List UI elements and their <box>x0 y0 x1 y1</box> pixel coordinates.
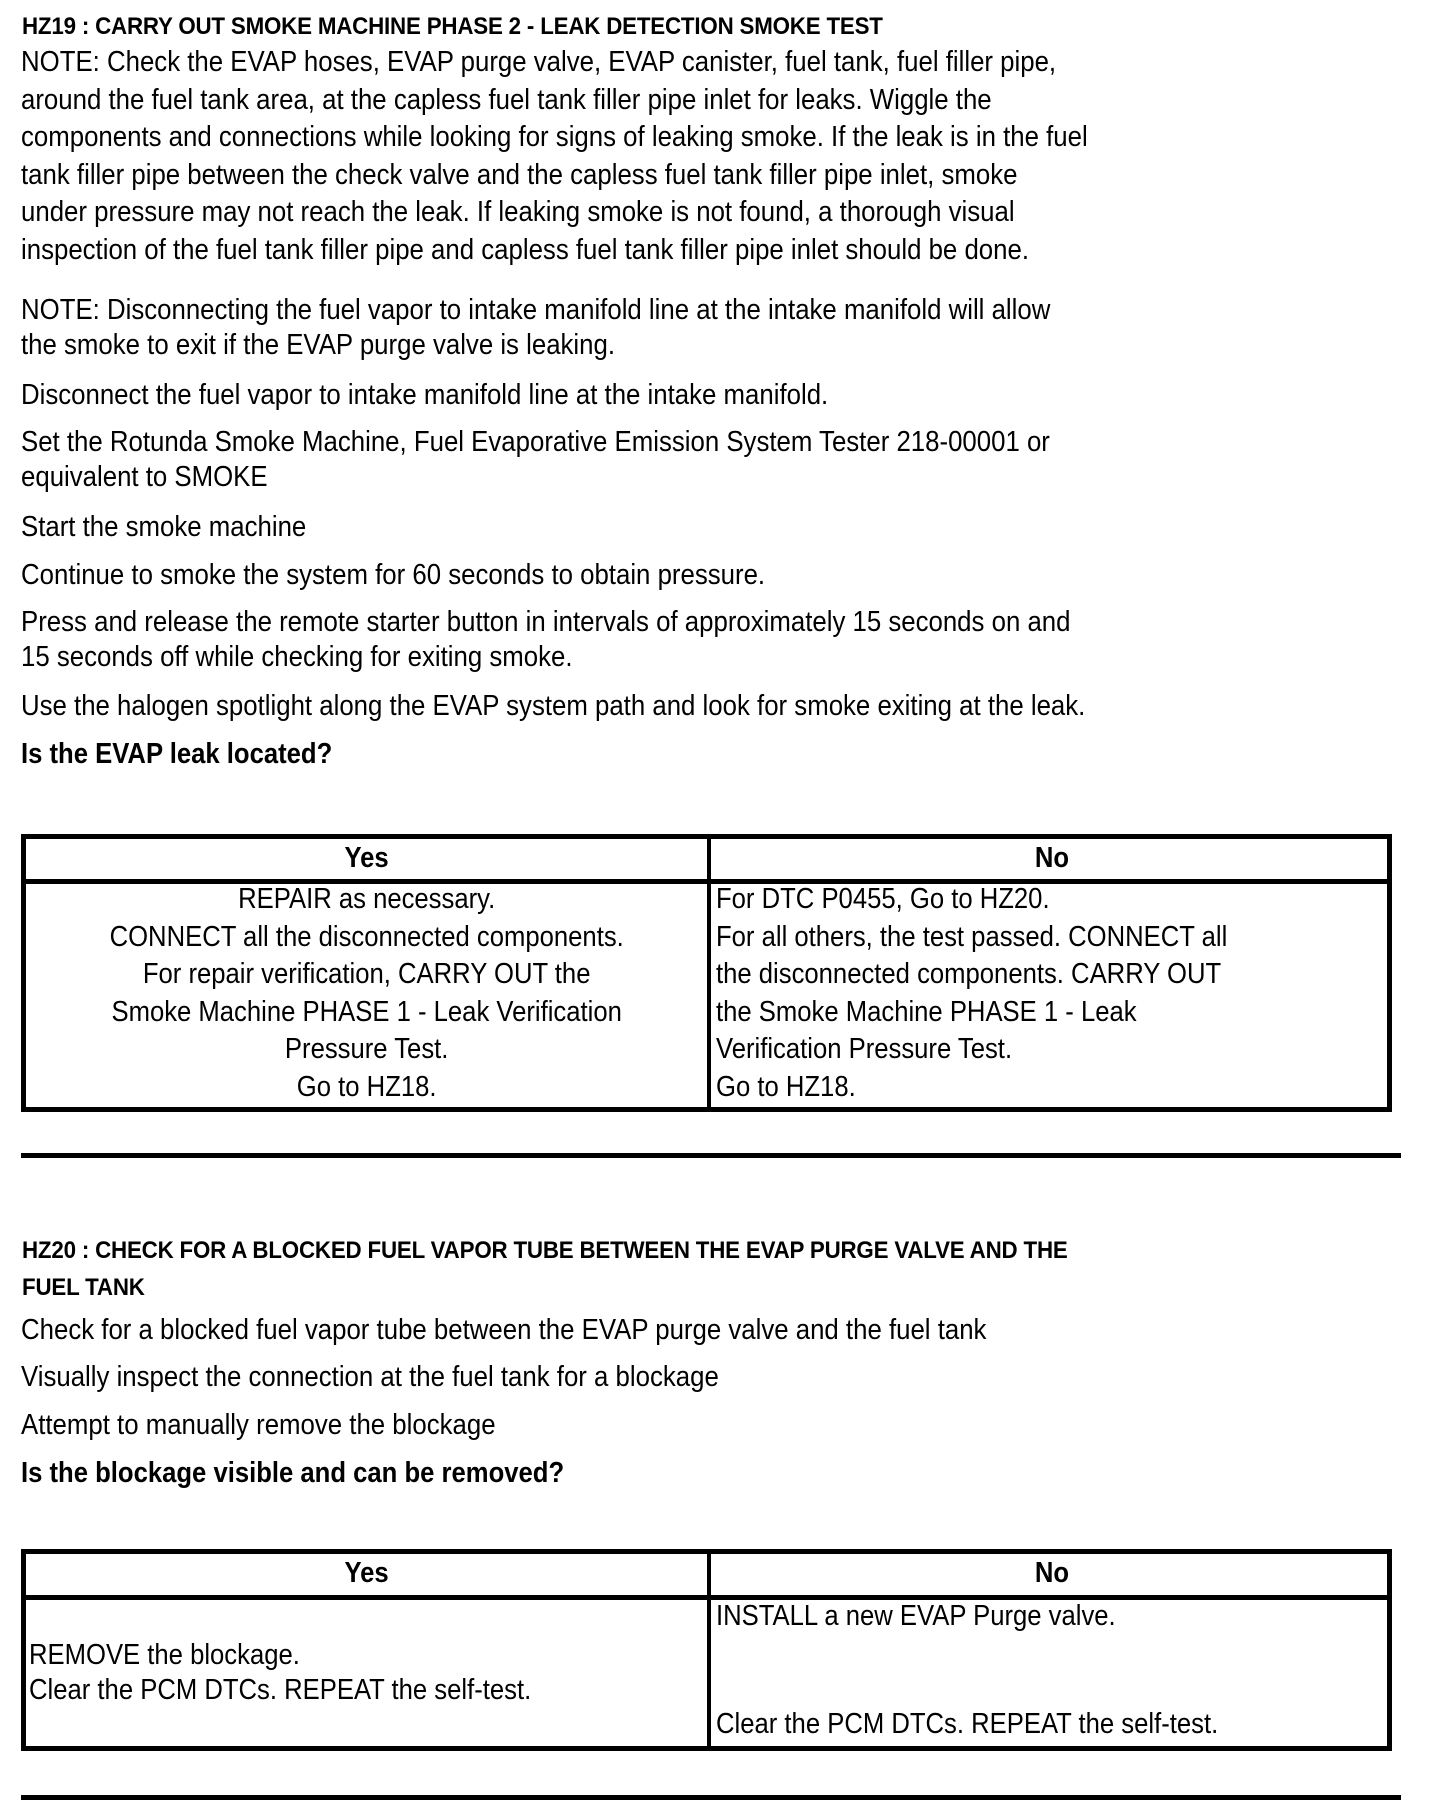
step-visually-inspect: Visually inspect the connection at the fuel tank for a blockage <box>21 1361 719 1393</box>
cell-no-action: For DTC P0455, Go to HZ20. For all others, the test passed. CONNECT all the disconnected components. CARRY OUT the Smoke Machine PHASE 1 - Leak Verification Pressure Test. Go to HZ18. <box>716 883 1228 1103</box>
question-evap-leak-located: Is the EVAP leak located? <box>21 738 333 770</box>
column-divider <box>707 839 711 1107</box>
cell-yes-action: REMOVE the blockage. Clear the PCM DTCs. REPEAT the self-test. <box>29 1639 532 1706</box>
question-blockage-visible: Is the blockage visible and can be removed? <box>21 1457 565 1489</box>
step-halogen-spotlight: Use the halogen spotlight along the EVAP system path and look for smoke exiting at the leak. <box>21 690 1086 722</box>
step-remove-blockage: Attempt to manually remove the blockage <box>21 1409 496 1441</box>
cell-no-clear-dtcs: Clear the PCM DTCs. REPEAT the self-test. <box>716 1708 1219 1740</box>
header-yes: Yes <box>344 842 389 874</box>
note-paragraph-check-evap: NOTE: Check the EVAP hoses, EVAP purge valve, EVAP canister, fuel tank, fuel filler pipe, around the fuel tank area, at the capless fuel tank filler pipe inlet for leaks. Wiggle the components and connections while looking for signs of leaking smoke. If the leak is in the fuel tank filler pipe between the check valve and the capless fuel tank filler pipe inlet, smoke under pressure may not reach the leak. If leaking smoke is not found, a thorough visual inspection of the fuel tank filler pipe and capless fuel tank filler pipe inlet should be done. <box>21 46 1088 266</box>
step-continue-smoke: Continue to smoke the system for 60 seconds to obtain pressure. <box>21 559 766 591</box>
step-start-smoke-machine: Start the smoke machine <box>21 511 307 543</box>
step-disconnect-vapor-line: Disconnect the fuel vapor to intake manifold line at the intake manifold. <box>21 379 829 411</box>
cell-yes-action: REPAIR as necessary. CONNECT all the disconnected components. For repair verification, CARRY OUT the Smoke Machine PHASE 1 - Leak Verification Pressure Test. Go to HZ18. <box>109 883 624 1103</box>
section-heading-hz20: HZ20 : CHECK FOR A BLOCKED FUEL VAPOR TUBE BETWEEN THE EVAP PURGE VALVE AND THE FUEL TANK <box>22 1237 1068 1301</box>
header-no: No <box>1034 842 1069 874</box>
decision-table-hz19 <box>21 834 1392 1112</box>
section-divider <box>21 1153 1401 1158</box>
header-no: No <box>1034 1557 1069 1589</box>
section-divider <box>21 1795 1401 1800</box>
section-heading-hz19: HZ19 : CARRY OUT SMOKE MACHINE PHASE 2 - LEAK DETECTION SMOKE TEST <box>22 13 883 40</box>
decision-table-hz20 <box>21 1549 1392 1751</box>
cell-no-install-valve: INSTALL a new EVAP Purge valve. <box>716 1600 1116 1632</box>
step-press-release-remote: Press and release the remote starter button in intervals of approximately 15 seconds on and 15 seconds off while checking for exiting smoke. <box>21 606 1071 673</box>
header-yes: Yes <box>344 1557 389 1589</box>
note-paragraph-disconnecting: NOTE: Disconnecting the fuel vapor to intake manifold line at the intake manifold will allow the smoke to exit if the EVAP purge valve is leaking. <box>21 294 1051 361</box>
step-set-smoke-machine: Set the Rotunda Smoke Machine, Fuel Evaporative Emission System Tester 218-00001 or equivalent to SMOKE <box>21 426 1050 493</box>
step-check-blocked-tube: Check for a blocked fuel vapor tube between the EVAP purge valve and the fuel tank <box>21 1314 987 1346</box>
